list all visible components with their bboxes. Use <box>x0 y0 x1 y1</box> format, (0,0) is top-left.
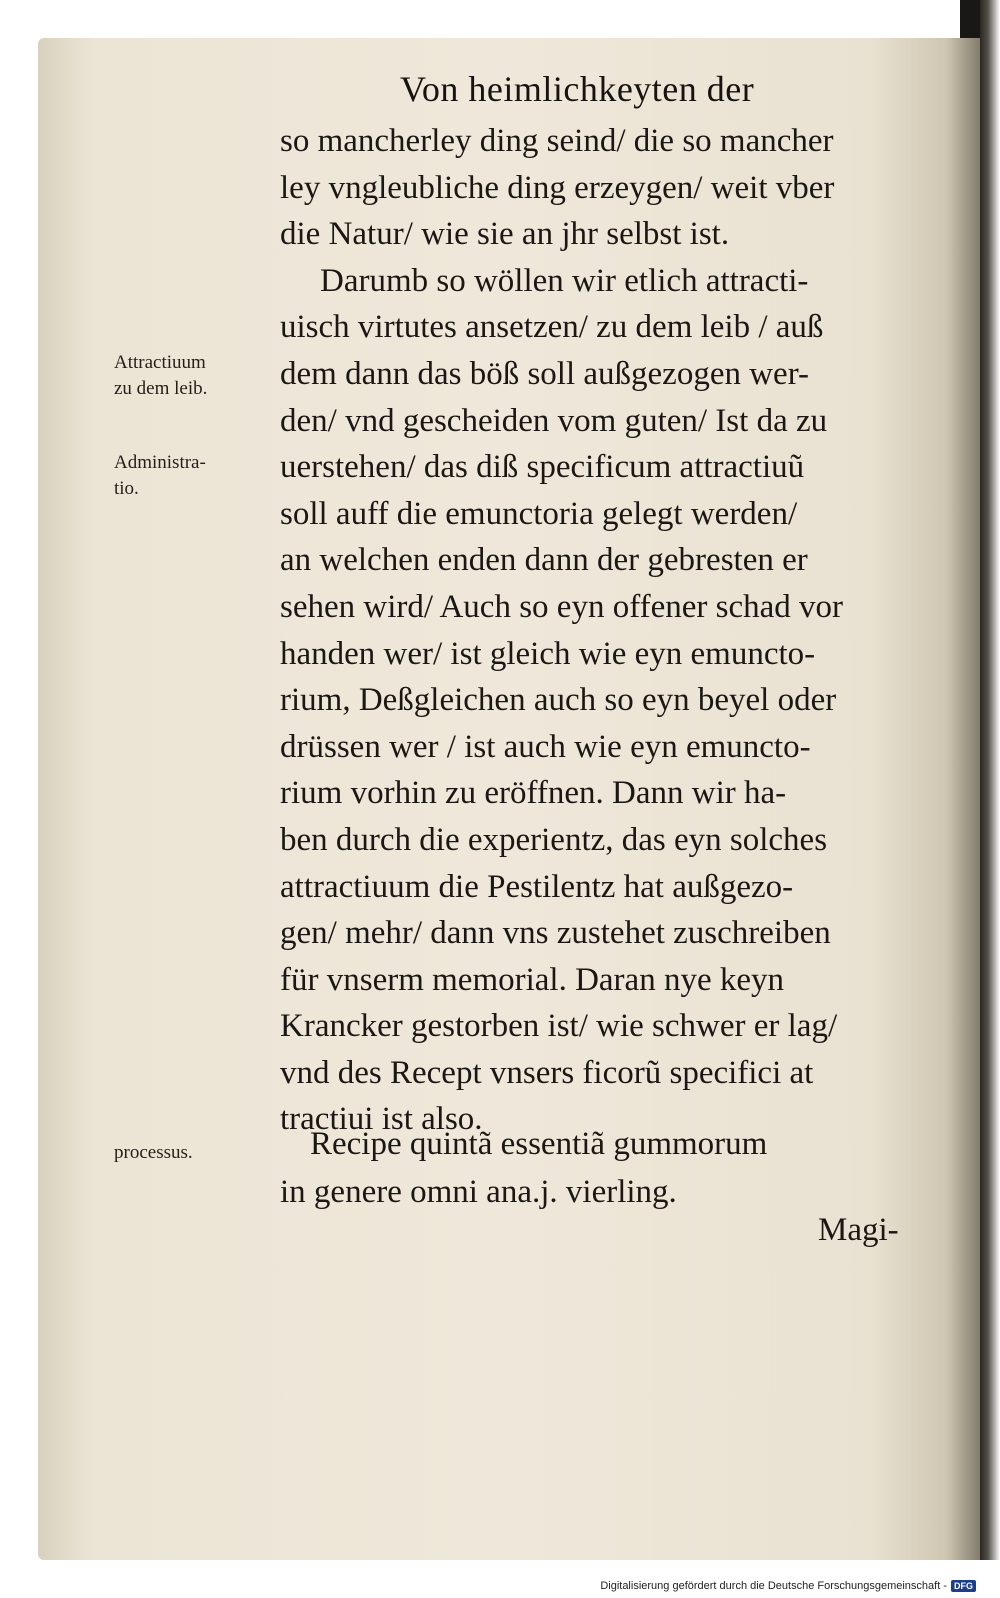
body-line: handen wer/ ist gleich wie eyn emuncto- <box>280 635 816 672</box>
marginal-line: Attractiuum <box>114 352 206 373</box>
body-text <box>280 118 940 1143</box>
body-line: Krancker gestorben ist/ wie schwer er lag/ <box>280 1008 838 1045</box>
body-line: attractiuum die Pestilentz hat außgezo- <box>280 868 794 905</box>
body-line: rium vorhin zu eröffnen. Dann wir ha- <box>280 775 787 812</box>
body-line: rium, Deßgleichen auch so eyn beyel oder <box>280 682 837 719</box>
marginal-line: processus. <box>114 1142 193 1163</box>
body-line: soll auff die emunctoria gelegt werden/ <box>280 495 798 532</box>
recipe-line: in genere omni ana.j. vierling. <box>280 1174 677 1210</box>
body-line: drüssen wer / ist auch wie eyn emuncto- <box>280 728 811 765</box>
body-line: sehen wird/ Auch so eyn offener schad vor <box>280 588 843 625</box>
footer-text: Digitalisierung gefördert durch die Deutsche Forschungsgemeinschaft - <box>600 1580 947 1592</box>
body-line: für vnserm memorial. Daran nye keyn <box>280 961 784 998</box>
body-line: ben durch die experientz, das eyn solches <box>280 821 828 858</box>
body-line: uisch virtutes ansetzen/ zu dem leib / auß <box>280 309 824 346</box>
body-line: die Natur/ wie sie an jhr selbst ist. <box>280 216 730 253</box>
dfg-logo-icon: DFG <box>951 1580 976 1592</box>
marginal-line: zu dem leib. <box>114 378 208 399</box>
marginal-note-administratio <box>114 450 274 502</box>
marginal-line: tio. <box>114 478 139 499</box>
body-line: vnd des Recept vnsers ficorũ specifici at <box>280 1054 814 1091</box>
body-line: an welchen enden dann der gebresten er <box>280 542 808 579</box>
body-line: tractiui ist also. <box>280 1101 483 1138</box>
body-line: den/ vnd gescheiden vom guten/ Ist da zu <box>280 402 828 439</box>
body-line: Darumb so wöllen wir etlich attracti- <box>320 262 809 299</box>
body-line: gen/ mehr/ dann vns zustehet zuschreiben <box>280 915 831 952</box>
body-line: so mancherley ding seind/ die so mancher <box>280 123 834 159</box>
body-line: dem dann das böß soll außgezogen wer- <box>280 355 810 392</box>
marginal-note-attractiuum <box>114 350 274 402</box>
digitization-footer <box>600 1580 976 1592</box>
marginal-line: Administra- <box>114 452 206 473</box>
page-edge-shadow <box>980 0 1000 1560</box>
recipe-line: Recipe quintã essentiã gummorum <box>310 1126 768 1162</box>
catchword: Magi- <box>818 1212 899 1248</box>
marginal-note-processus <box>114 1140 274 1166</box>
body-line: ley vngleubliche ding erzeygen/ weit vber <box>280 169 835 206</box>
running-head: Von heimlichkeyten der <box>400 69 755 109</box>
recipe-text <box>280 1120 940 1216</box>
body-line: uerstehen/ das diß specificum attractiuũ <box>280 449 805 486</box>
